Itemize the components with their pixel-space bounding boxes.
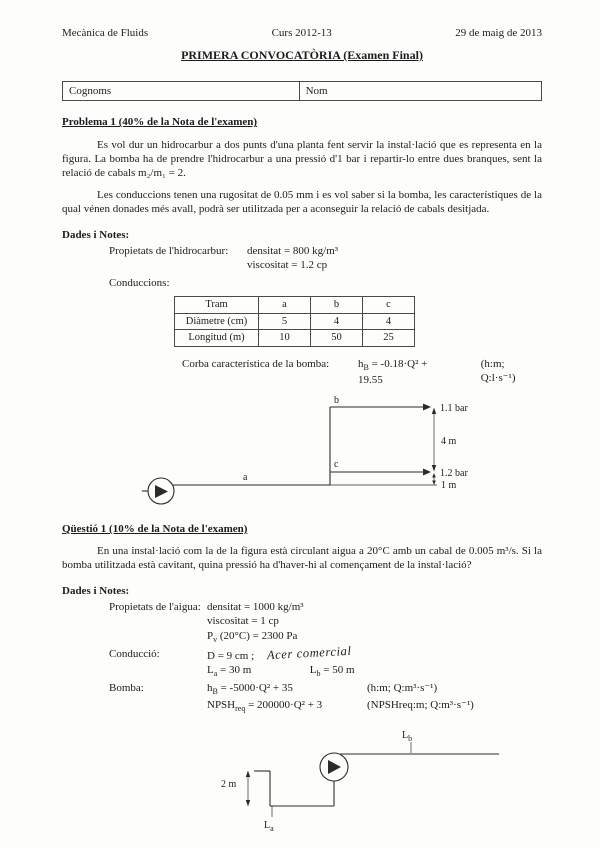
formula-expr: = -5000·Q² + 35 (217, 682, 293, 695)
exam-date: 29 de maig de 2013 (455, 27, 542, 39)
formula-sub: a (270, 824, 274, 834)
vapor-pressure (207, 629, 304, 645)
branch-b-label: b (334, 395, 339, 407)
dim-4m-label: 4 m (441, 436, 457, 448)
document-header (62, 26, 542, 40)
dim-arrow-icon (432, 465, 436, 472)
diameter-c: 4 (363, 313, 415, 329)
pressure-bottom-label: 1.2 bar (440, 468, 468, 480)
formula-base: h (207, 682, 213, 695)
formula-base: L (264, 820, 271, 832)
dim-arrow-icon (246, 771, 250, 778)
pipe-diameter: D = 9 cm ; (207, 649, 255, 662)
problem1-paragraph-2: Les conduccions tenen una rugositat de 0.05 mm i es vol saber si la bomba, les característiques de la qual vénen donades més avall, podrà ser utilitzada per a aconseguir la relació de cabals desitjada. (62, 188, 542, 215)
diameter-row-label: Diàmetre (cm) (175, 313, 259, 329)
pipe-data-row (62, 643, 542, 680)
formula-base: L (309, 664, 317, 676)
formula-expr: (20°C) = 2300 Pa (217, 629, 298, 642)
water-properties-label: Propietats de l'aigua: (109, 601, 201, 614)
pump-curve-line (207, 681, 474, 697)
water-viscosity: viscositat = 1 cp (207, 615, 279, 628)
formula-sub: B (212, 687, 218, 697)
problem1-notes-heading: Dades i Notes: (62, 228, 130, 241)
formula-expr: = 30 m (217, 664, 252, 676)
handwritten-pipe-material: Acer comercial (266, 643, 352, 663)
formula-expr: = 50 m (320, 664, 355, 676)
fluid-density: densitat = 800 kg/m³ (247, 244, 339, 257)
formula-expr: = -0.18·Q² + 19.55 (358, 357, 428, 386)
course-name: Mecànica de Fluids (62, 27, 149, 39)
pipe-lengths-line (207, 663, 355, 679)
exam-title (62, 48, 542, 63)
course-term: Curs 2012-13 (271, 27, 332, 39)
water-properties-values (207, 600, 304, 645)
length-a-value (207, 663, 307, 679)
question1-figure (214, 726, 514, 834)
diameter-b: 4 (311, 313, 363, 329)
surname-field[interactable] (63, 82, 300, 100)
length-a: 10 (259, 330, 311, 346)
lb-label (402, 730, 412, 743)
pump-data-row (62, 681, 542, 714)
question1-notes-heading: Dades i Notes: (62, 585, 130, 598)
problem1-paragraph-1: Es vol dur un hidrocarbur a dos punts d'una planta fent servir la instal·lació que es representa en la figura. La bomba ha de prendre l'hidrocarbur a una pressió d'1 bar i repartir-lo entre dues branques, sent la relació de cabals m₂/m₁ = 2. (62, 138, 542, 179)
length-b: 50 (311, 330, 363, 346)
fluid-properties-label: Propietats de l'hidrocarbur: (109, 244, 229, 257)
table-row (175, 313, 415, 329)
fluid-viscosity: viscositat = 1.2 cp (247, 259, 328, 272)
name-field[interactable] (300, 82, 541, 100)
pump-curve-formula (207, 681, 367, 697)
student-name-box (62, 81, 542, 101)
dim-arrow-icon (432, 481, 436, 486)
pipe-data-values (207, 643, 355, 680)
formula-expr: = 200000·Q² + 3 (245, 698, 323, 711)
formula-base: h (358, 357, 364, 370)
pipes-table (174, 296, 415, 346)
branch-a-label: a (243, 472, 248, 484)
pipe-label: Conducció: (109, 647, 160, 660)
pump-curve-units: (h:m; Q:l·s⁻¹) (480, 357, 516, 384)
npsh-line (207, 698, 474, 714)
npsh-formula (207, 698, 367, 714)
pipes-table-header-row (175, 297, 415, 313)
pipes-col-b: b (311, 297, 363, 313)
question1-paragraph: En una instal·lació com la de la figura està circulant aigua a 20°C amb un cabal de 0.005 m³/s. Si la bomba utilitzada està cavitant, quina pressió ha d'haver-hi al començament de la instal·lació? (62, 545, 542, 572)
problem1-figure (140, 395, 560, 517)
pump-curve-formula (358, 357, 455, 388)
question1-heading (62, 522, 542, 536)
formula-base: L (207, 664, 214, 676)
problem1-heading (62, 115, 542, 129)
length-row-label: Longitud (m) (175, 330, 259, 346)
name-label: Nom (305, 85, 328, 98)
pump-icon (142, 478, 174, 504)
pump-label: Bomba: (109, 682, 144, 695)
branch-c-label: c (334, 459, 339, 471)
la-label (264, 820, 274, 833)
formula-sub: a (213, 669, 218, 679)
dim-arrow-icon (432, 408, 436, 415)
dim-arrow-icon (432, 473, 436, 478)
pipes-col-c: c (363, 297, 415, 313)
formula-base: NPSH (207, 698, 236, 711)
pressure-top-label: 1.1 bar (440, 403, 468, 415)
diameter-a: 5 (259, 313, 311, 329)
pump-icon (320, 753, 348, 781)
pump-curve-label: Corba característica de la bomba: (182, 357, 330, 370)
formula-sub: b (316, 669, 321, 679)
npsh-units: (NPSHreq:m; Q:m³·s⁻¹) (367, 698, 474, 711)
water-properties (62, 600, 542, 645)
pipes-label: Conduccions: (109, 277, 170, 290)
table-row (175, 330, 415, 346)
pump-data-values (207, 681, 474, 714)
formula-sub: B (363, 362, 369, 372)
outlet-arrow-top-icon (423, 404, 431, 411)
problem1-heading-text: Problema 1 (40% de la Nota de l'examen) (62, 116, 258, 129)
exam-title-text: PRIMERA CONVOCATÒRIA (Examen Final) (181, 48, 423, 63)
formula-base: L (402, 730, 409, 742)
dim-2m-label: 2 m (221, 779, 237, 791)
question1-heading-text: Qüestió 1 (10% de la Nota de l'examen) (62, 523, 248, 536)
formula-sub: v (213, 634, 218, 644)
pipes-col-a: a (259, 297, 311, 313)
formula-sub: req (235, 704, 246, 714)
dim-1m-label: 1 m (441, 480, 457, 492)
pump-curve-units: (h:m; Q:m³·s⁻¹) (367, 682, 438, 695)
fluid-properties-values (247, 244, 338, 272)
length-c: 25 (363, 330, 415, 346)
pump-curve-row (62, 357, 542, 388)
surname-label: Cognoms (69, 85, 112, 98)
dim-arrow-icon (246, 800, 250, 807)
outlet-arrow-bottom-icon (423, 469, 431, 476)
pipe-diameter-line (207, 643, 355, 663)
formula-sub: b (408, 734, 413, 744)
formula-base: P (207, 629, 214, 642)
length-b-value (309, 664, 355, 679)
water-density: densitat = 1000 kg/m³ (207, 601, 304, 614)
pipes-col-tram: Tram (175, 297, 259, 313)
problem1-fluid-properties (62, 244, 542, 272)
